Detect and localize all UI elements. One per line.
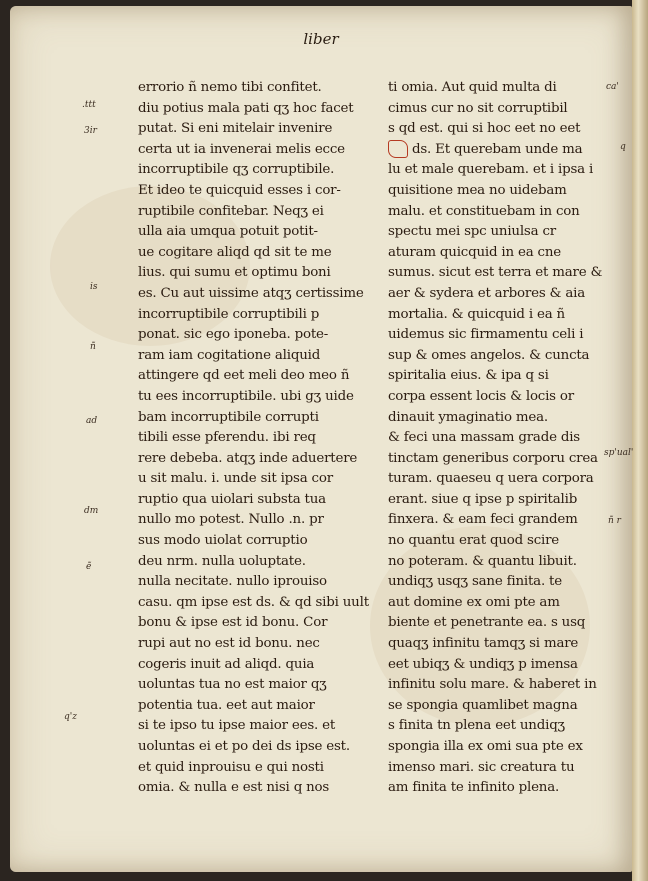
- right-text-line: ti omia. Aut quid multa di: [388, 80, 557, 95]
- right-text-line: spectu mei spc uniulsa cr: [388, 224, 556, 240]
- left-text-line: omia. & nulla e est nisi q nos: [138, 780, 330, 796]
- margin-note: is: [90, 282, 98, 292]
- left-text-line: bonu & ipse est id bonu. Cor: [138, 615, 328, 631]
- left-text-line: ruptibile confitebar. Neqʒ ei: [138, 203, 324, 219]
- right-text-line: s finita tn plena eet undiqʒ: [388, 718, 565, 734]
- left-text-line: tibili esse pferendu. ibi req: [138, 430, 316, 446]
- left-text-line: tu ees incorruptibile. ubi gʒ uide: [138, 388, 354, 404]
- right-text-line: turam. quaeseu q uera corpora: [388, 471, 594, 487]
- left-text-line: putat. Si eni mitelair invenire: [138, 121, 333, 137]
- left-text-line: potentia tua. eet aut maior: [138, 697, 315, 713]
- right-text-line: aturam quicquid in ea cne: [388, 244, 561, 260]
- left-text-line: rupi aut no est id bonu. nec: [138, 636, 320, 652]
- right-text-line: aut domine ex omi pte am: [388, 594, 560, 610]
- right-text-line: undiqʒ usqʒ sane finita. te: [388, 574, 562, 590]
- right-text-line: spongia illa ex omi sua pte ex: [388, 739, 583, 754]
- margin-note: ad: [86, 416, 98, 426]
- right-text-line: am finita te infinito plena.: [388, 780, 560, 796]
- right-text-line: uidemus sic firmamentu celi i: [388, 327, 584, 343]
- right-text-line: dinauit ymaginatio mea.: [388, 409, 548, 425]
- right-text-line: infinitu solu mare. & haberet in: [388, 677, 597, 693]
- left-text-line: incorruptibile corruptibili p: [138, 306, 320, 322]
- running-header: liber: [303, 30, 339, 48]
- right-text-column: [388, 78, 620, 799]
- right-text-line: eet ubiqʒ & undiqʒ p imensa: [388, 656, 578, 672]
- left-text-column: [138, 78, 388, 799]
- margin-note: q: [620, 142, 626, 152]
- margin-note: sp'ual': [604, 448, 634, 458]
- right-text-line: se spongia quamlibet magna: [388, 697, 578, 713]
- margin-note: 3ir: [84, 126, 97, 136]
- right-text-line: finxera. & eam feci grandem: [388, 512, 578, 528]
- left-text-line: nulla necitate. nullo iprouiso: [138, 574, 327, 590]
- right-text-line: corpa essent locis & locis or: [388, 388, 574, 404]
- right-text-line: & feci una massam grade dis: [388, 430, 580, 446]
- margin-note: .ttt: [82, 100, 96, 110]
- right-text-line: no quantu erat quod scire: [388, 533, 560, 549]
- right-text-line: no poteram. & quantu libuit.: [388, 553, 577, 569]
- left-text-line: attingere qd eet meli deo meo ñ: [138, 368, 350, 384]
- left-text-line: ulla aia umqua potuit potit-: [138, 224, 318, 240]
- left-text-line: rere debeba. atqʒ inde aduertere: [138, 450, 358, 466]
- right-text-line: biente et penetrante ea. s usq: [388, 615, 586, 631]
- right-text-line: tinctam generibus corporu crea: [388, 450, 598, 466]
- right-text-line: cimus cur no sit corruptibil: [388, 100, 568, 116]
- margin-note: q'z: [64, 712, 77, 722]
- right-text-line: malu. et constituebam in con: [388, 203, 580, 219]
- margin-note: ñ r: [608, 516, 621, 526]
- left-text-line: u sit malu. i. unde sit ipsa cor: [138, 471, 333, 487]
- right-text-line: imenso mari. sic creatura tu: [388, 759, 575, 775]
- left-text-line: si te ipso tu ipse maior ees. et: [138, 718, 336, 734]
- rubricated-initial: [388, 140, 408, 158]
- right-text-line: sup & omes angelos. & cuncta: [388, 347, 590, 363]
- left-text-line: errorio ñ nemo tibi confitet.: [138, 80, 322, 95]
- right-text-line: erant. siue q ipse p spiritalib: [388, 491, 578, 507]
- right-text-line: spiritalia eius. & ipa q si: [388, 368, 549, 384]
- left-text-line: cogeris inuit ad aliqd. quia: [138, 656, 315, 672]
- left-text-line: ue cogitare aliqd qd sit te me: [138, 244, 332, 260]
- left-text-line: ponat. sic ego iponeba. pote-: [138, 327, 329, 343]
- left-text-line: casu. qm ipse est ds. & qd sibi uult: [138, 594, 369, 610]
- left-text-line: deu nrm. nulla uoluptate.: [138, 553, 306, 569]
- left-text-line: nullo mo potest. Nullo .n. pr: [138, 512, 324, 528]
- line-text: ds. Et querebam unde ma: [412, 141, 583, 157]
- right-text-line: mortalia. & quicquid i ea ñ: [388, 306, 565, 322]
- right-text-line: lu et male querebam. et i ipsa i: [388, 162, 594, 178]
- right-text-line: s qd est. qui si hoc eet no eet: [388, 121, 581, 137]
- right-text-line: [388, 140, 620, 161]
- left-text-line: bam incorruptibile corrupti: [138, 409, 319, 425]
- left-text-line: ruptio qua uiolari substa tua: [138, 491, 326, 507]
- left-text-line: ram iam cogitatione aliquid: [138, 347, 321, 363]
- margin-note: ẽ: [86, 562, 92, 572]
- left-text-line: lius. qui sumu et optimu boni: [138, 265, 331, 281]
- margin-note: ca': [606, 82, 619, 92]
- left-text-line: Et ideo te quicquid esses i cor-: [138, 182, 341, 198]
- right-text-line: quisitione mea no uidebam: [388, 182, 567, 198]
- right-text-line: sumus. sicut est terra et mare &: [388, 265, 603, 281]
- next-page-edge: [632, 0, 648, 881]
- left-text-line: uoluntas ei et po dei ds ipse est.: [138, 739, 350, 754]
- left-text-line: incorruptibile qʒ corruptibile.: [138, 162, 335, 178]
- left-text-line: diu potius mala pati qʒ hoc facet: [138, 100, 354, 116]
- right-text-line: aer & sydera et arbores & aia: [388, 285, 585, 301]
- left-text-line: uoluntas tua no est maior qʒ: [138, 677, 327, 693]
- manuscript-page: [10, 6, 632, 872]
- margin-note: dm: [84, 506, 99, 516]
- right-text-line: quaqʒ infinitu tamqʒ si mare: [388, 636, 579, 652]
- left-text-line: sus modo uiolat corruptio: [138, 533, 308, 549]
- left-text-line: certa ut ia invenerai melis ecce: [138, 141, 345, 157]
- left-text-line: et quid inprouisu e qui nosti: [138, 759, 324, 775]
- left-text-line: es. Cu aut uissime atqʒ certissime: [138, 285, 364, 301]
- margin-note: ñ: [90, 342, 96, 352]
